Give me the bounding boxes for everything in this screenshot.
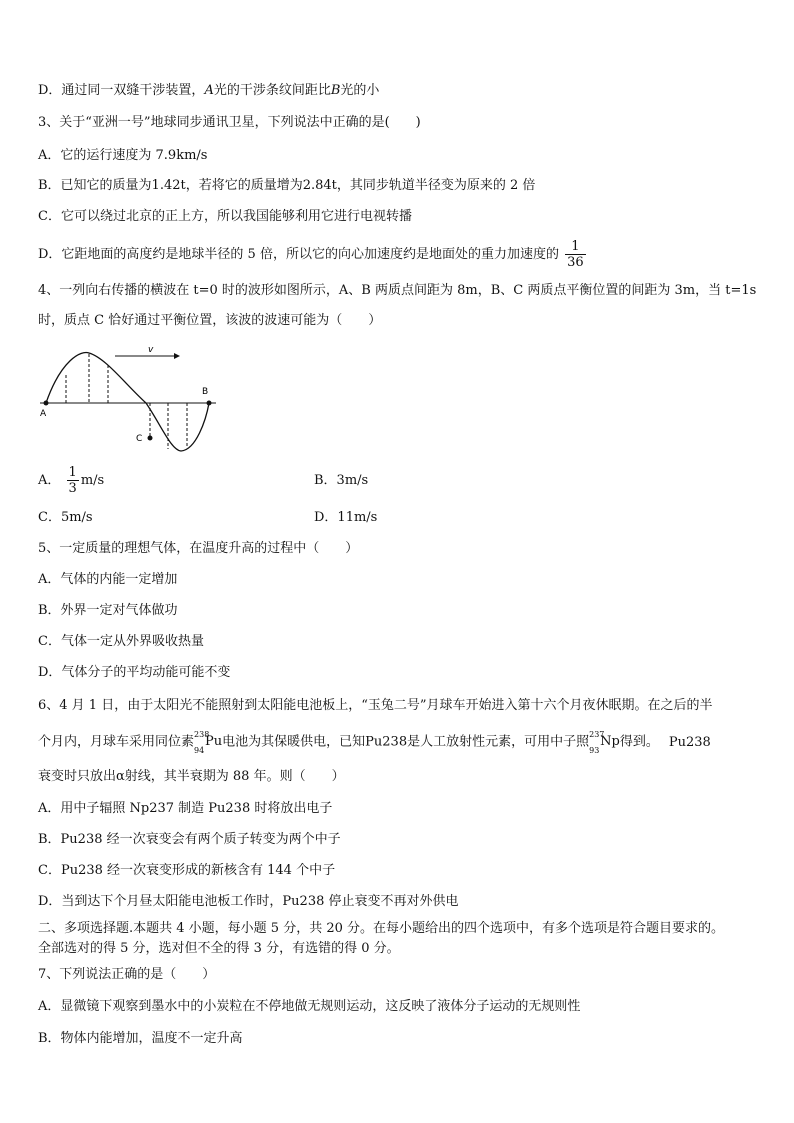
section2-instructions-line1: 二、多项选择题.本题共 4 小题，每小题 5 分，共 20 分。在每小题给出的四个选项中，有多个选项是符合题目要求的。 [38, 921, 725, 936]
velocity-label: v [148, 345, 154, 355]
pu-atomic-number: 94 [194, 746, 205, 755]
wave-curve [46, 353, 209, 451]
q2d-text-2: 光的干涉条纹间距比 [213, 83, 331, 98]
q6-text-3: Pu238 [365, 734, 408, 750]
q7-option-a: A．显微镜下观察到墨水中的小炭粒在不停地做无规则运动，这反映了液体分子运动的无规则性 [38, 999, 581, 1014]
q6-stem-line2 [38, 730, 711, 755]
isotope-pu238 [194, 730, 223, 755]
q2-option-d [38, 83, 379, 99]
q5-option-a: A．气体的内能一定增加 [38, 572, 178, 587]
q4-option-a [38, 462, 104, 500]
q4a-fraction-denominator: 3 [68, 481, 77, 496]
q6-text-5: 得到。 [619, 734, 659, 750]
q6-option-d: D．当到达下个月昼太阳能电池板工作时，Pu238 停止衰变不再对外供电 [38, 894, 459, 909]
q3-option-d [38, 236, 588, 274]
q4-option-d: D．11m/s [314, 510, 378, 525]
q6-option-b: B．Pu238 经一次衰变会有两个质子转变为两个中子 [38, 832, 341, 847]
velocity-arrowhead [174, 353, 180, 359]
q7-stem: 7、下列说法正确的是（ ） [38, 967, 216, 982]
q3d-fraction-denominator: 36 [567, 255, 584, 270]
dashed-lines-trough [150, 403, 187, 449]
section2-instructions-line2: 全部选对的得 5 分，选对但不全的得 3 分，有选错的得 0 分。 [38, 941, 400, 956]
q3d-fraction [565, 239, 586, 270]
q5-option-b: B．外界一定对气体做功 [38, 603, 178, 618]
q3-option-a: A．它的运行速度为 7.9km/s [38, 148, 208, 163]
dashed-lines-crest [66, 354, 108, 403]
point-a-dot [44, 401, 49, 406]
np-symbol: Np [600, 734, 620, 749]
q5-stem: 5、一定质量的理想气体，在温度升高的过程中（ ） [38, 541, 359, 556]
q6-option-c: C．Pu238 经一次衰变形成的新核含有 144 个中子 [38, 863, 336, 878]
q6-stem-line3: 衰变时只放出α射线，其半衰期为 88 年。则（ ） [38, 769, 345, 784]
q6-text-2: 电池为其保暖供电，已知 [222, 734, 366, 750]
pu-symbol: Pu [205, 734, 223, 749]
point-b-label: B [202, 387, 209, 397]
q4-option-b: B．3m/s [314, 473, 369, 488]
point-a-label: A [40, 409, 47, 419]
q2d-text-1: D．通过同一双缝干涉装置， [38, 83, 205, 98]
q3-option-b: B．已知它的质量为1.42t，若将它的质量增为2.84t，其同步轨道半径变为原来的 2 倍 [38, 178, 536, 193]
q6-text-6: Pu238 [668, 734, 711, 750]
q2d-light-b: B [330, 83, 341, 98]
q5-option-c: C．气体一定从外界吸收热量 [38, 634, 204, 649]
q4a-label: A． [38, 473, 61, 488]
q6-text-1: 个月内，月球车采用同位素 [38, 734, 195, 750]
q6-text-4: 是人工放射性元素，可用中子照 [407, 734, 590, 750]
np-mass-number: 237 [589, 730, 605, 739]
q4a-unit: m/s [80, 473, 105, 488]
q2d-text-3: 光的小 [340, 83, 380, 98]
q3d-fraction-numerator: 1 [565, 239, 586, 255]
point-c-dot [148, 436, 153, 441]
q3d-text: D．它距地面的高度约是地球半径的 5 倍，所以它的向心加速度约是地面处的重力加速度的 [38, 247, 559, 262]
isotope-np237 [589, 730, 620, 755]
q4-option-c: C．5m/s [38, 510, 93, 525]
np-atomic-number: 93 [589, 746, 600, 755]
q6-stem-line1: 6、4 月 1 日，由于太阳光不能照射到太阳能电池板上，“玉兔二号”月球车开始进入第十六个月夜休眠期。在之后的半 [38, 698, 713, 713]
q3-option-c: C．它可以绕过北京的正上方，所以我国能够利用它进行电视转播 [38, 209, 412, 224]
wave-figure [36, 340, 226, 455]
point-c-label: C [136, 434, 143, 444]
q2d-light-a: A [204, 83, 214, 98]
q4a-fraction [67, 465, 79, 496]
q6-option-a: A．用中子辐照 Np237 制造 Pu238 时将放出电子 [38, 801, 333, 816]
pu-mass-number: 238 [194, 730, 210, 739]
q5-option-d: D．气体分子的平均动能可能不变 [38, 665, 231, 680]
q4a-fraction-numerator: 1 [68, 465, 77, 480]
q7-option-b: B．物体内能增加，温度不一定升高 [38, 1031, 243, 1046]
q4-stem-line1: 4、一列向右传播的横波在 t=0 时的波形如图所示，A、B 两质点间距为 8m，B、C 两质点平衡位置的间距为 3m，当 t=1s [38, 283, 757, 298]
q3-stem: 3、关于“亚洲一号”地球同步通讯卫星，下列说法中正确的是( ) [38, 115, 421, 130]
point-b-dot [207, 401, 212, 406]
q4-stem-line2: 时，质点 C 恰好通过平衡位置，该波的波速可能为（ ） [38, 313, 382, 328]
